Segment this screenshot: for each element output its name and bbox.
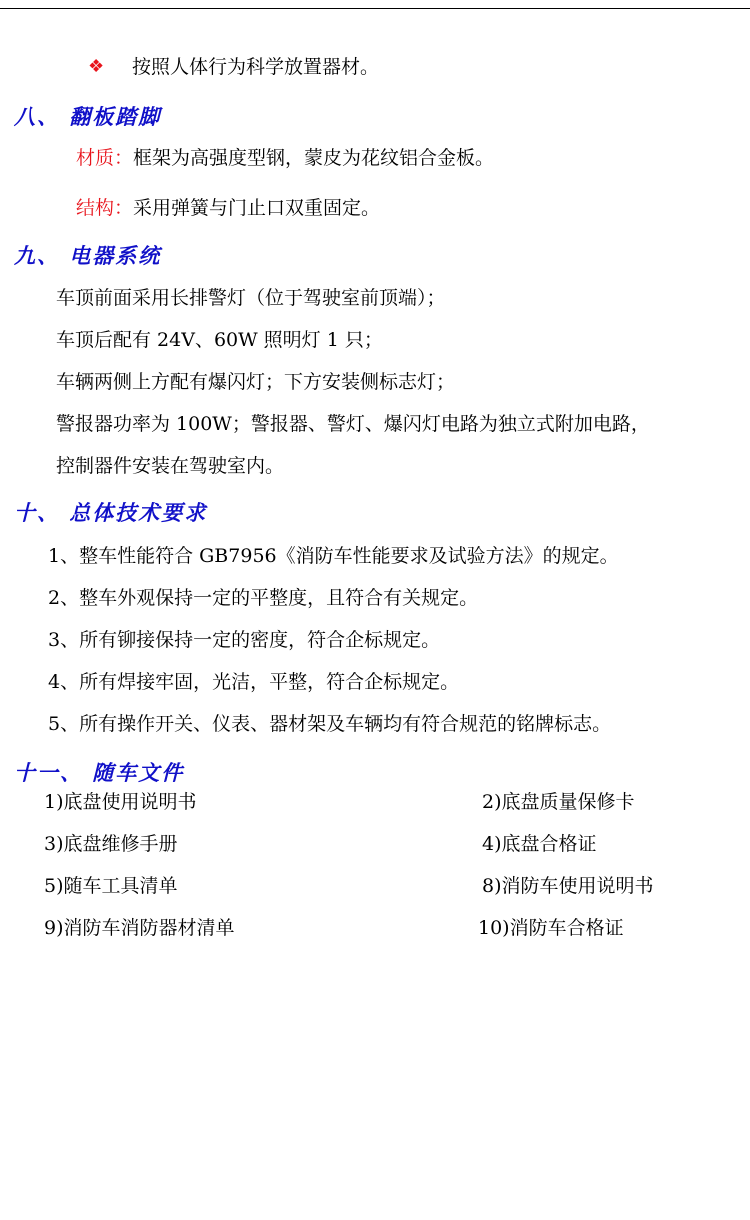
document-item: 8)消防车使用说明书 (482, 875, 654, 897)
section-9-line: 车顶前面采用长排警灯（位于驾驶室前顶端）； (56, 287, 446, 309)
section-9-line: 控制器件安装在驾驶室内。 (56, 455, 285, 477)
document-item: 5)随车工具清单 (44, 875, 178, 897)
document-item: 3)底盘维修手册 (44, 833, 178, 855)
section-9-line: 车辆两侧上方配有爆闪灯；下方安装侧标志灯； (56, 371, 456, 393)
section-10-title: 十、 总体技术要求 (14, 501, 208, 525)
section-9-line: 警报器功率为 100W；警报器、警灯、爆闪灯电路为独立式附加电路， (56, 413, 650, 435)
section-10-line: 5、所有操作开关、仪表、器材架及车辆均有符合规范的铭牌标志。 (48, 713, 612, 735)
document-item: 10)消防车合格证 (478, 917, 624, 939)
section-8-title: 八、 翻板踏脚 (14, 105, 162, 129)
item-label: 结构： (76, 197, 134, 219)
section-10-line: 3、所有铆接保持一定的密度，符合企标规定。 (48, 629, 441, 651)
section-9-line: 车顶后配有 24V、60W 照明灯 1 只； (56, 329, 383, 351)
top-rule (0, 8, 750, 9)
document-item: 1)底盘使用说明书 (44, 791, 197, 813)
item-label: 材质： (76, 147, 134, 169)
item-text: 框架为高强度型钢，蒙皮为花纹铝合金板。 (133, 147, 495, 169)
section-9-title: 九、 电器系统 (14, 244, 162, 268)
section-8-item (76, 196, 380, 220)
item-text: 采用弹簧与门止口双重固定。 (133, 197, 381, 219)
document-item: 9)消防车消防器材清单 (44, 917, 235, 939)
section-10-line: 4、所有焊接牢固，光洁，平整，符合企标规定。 (48, 671, 460, 693)
section-10-line: 1、整车性能符合 GB7956《消防车性能要求及试验方法》的规定。 (48, 545, 619, 567)
section-8-item (76, 146, 494, 170)
diamond-four-icon: ❖ (88, 56, 105, 77)
bullet-text: 按照人体行为科学放置器材。 (132, 56, 380, 78)
document-item: 4)底盘合格证 (482, 833, 597, 855)
document-item: 2)底盘质量保修卡 (482, 791, 635, 813)
section-10-line: 2、整车外观保持一定的平整度，且符合有关规定。 (48, 587, 479, 609)
section-11-title: 十一、 随车文件 (14, 761, 185, 785)
